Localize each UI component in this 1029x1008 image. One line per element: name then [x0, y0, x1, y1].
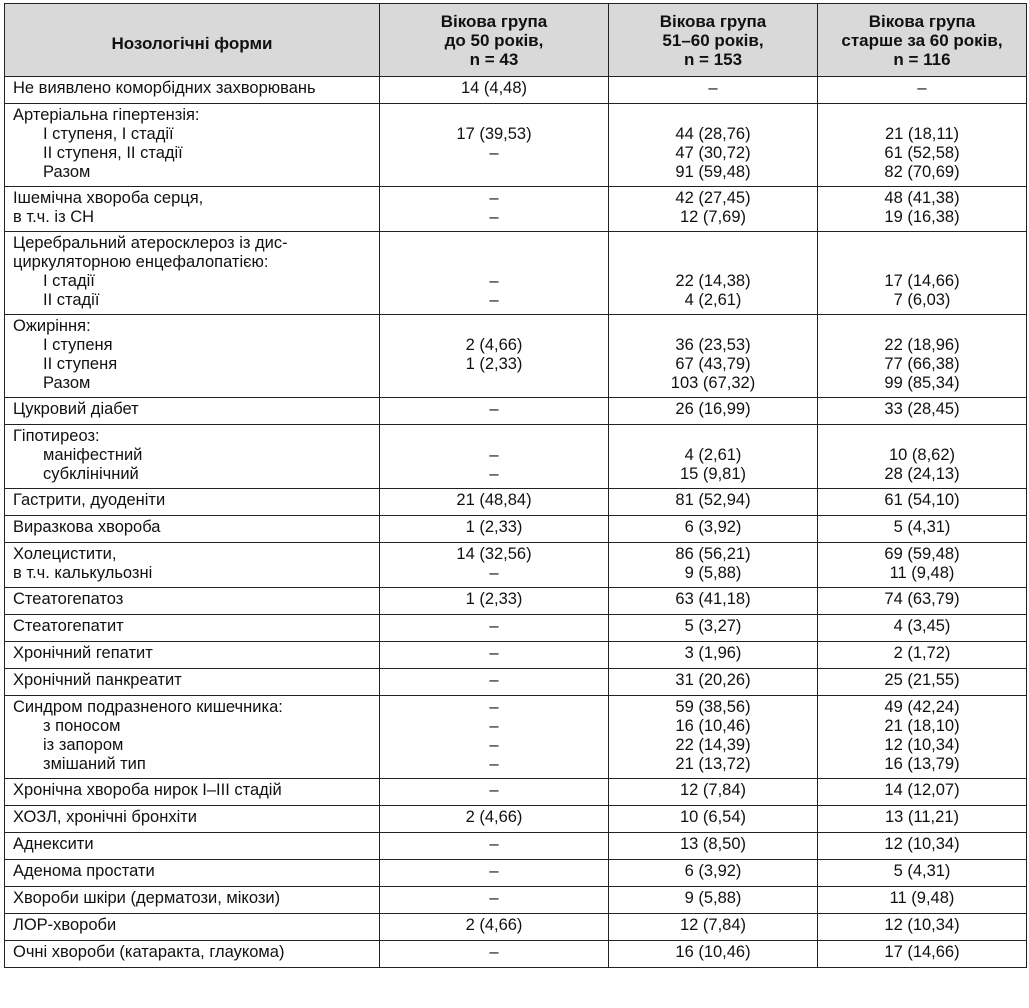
value-line [380, 253, 608, 272]
value-line: 86 (56,21) [675, 545, 751, 563]
value-line [818, 234, 1026, 253]
value-line: 63 (41,18) [675, 590, 751, 608]
value-line: 81 (52,94) [675, 491, 751, 509]
cell-nosology [5, 315, 380, 398]
header-age-group-1 [380, 4, 609, 77]
nosology-line: Хронічний гепатит [13, 644, 153, 662]
cell-age-group-2 [609, 615, 818, 642]
cell-age-group-2 [609, 489, 818, 516]
header-line: 51–60 років, [662, 30, 764, 50]
nosology-line: Ішемічна хвороба серця, [13, 189, 204, 207]
table-header [5, 4, 1027, 77]
cell-age-group-1 [380, 588, 609, 615]
cell-nosology [5, 887, 380, 914]
cell-nosology [5, 489, 380, 516]
cell-age-group-3 [818, 489, 1027, 516]
cell-nosology [5, 696, 380, 779]
value-line: – [489, 835, 499, 853]
cell-age-group-3 [818, 887, 1027, 914]
table-row [5, 489, 1027, 516]
header-line: n = 43 [469, 49, 519, 69]
table-row [5, 860, 1027, 887]
cell-nosology [5, 398, 380, 425]
cell-age-group-3 [818, 543, 1027, 588]
value-line: – [917, 79, 927, 97]
nosology-line: Хронічний панкреатит [13, 671, 182, 689]
value-line: 16 (10,46) [675, 717, 751, 735]
cell-age-group-3 [818, 833, 1027, 860]
cell-age-group-1 [380, 77, 609, 104]
cell-age-group-2 [609, 77, 818, 104]
nosology-line: субклінічний [43, 465, 139, 483]
value-line: 17 (14,66) [884, 943, 960, 961]
value-line: 77 (66,38) [884, 355, 960, 373]
table-row [5, 104, 1027, 187]
value-line: 2 (4,66) [465, 808, 523, 826]
cell-age-group-2 [609, 833, 818, 860]
cell-age-group-3 [818, 696, 1027, 779]
nosology-line: II ступеня [43, 355, 118, 373]
value-line: 59 (38,56) [675, 698, 751, 716]
value-line: 12 (7,69) [679, 208, 747, 226]
cell-age-group-1 [380, 398, 609, 425]
value-line: 4 (2,61) [684, 291, 742, 309]
table-row [5, 398, 1027, 425]
table-row [5, 187, 1027, 232]
cell-nosology [5, 232, 380, 315]
cell-age-group-2 [609, 588, 818, 615]
cell-age-group-2 [609, 860, 818, 887]
table-row [5, 806, 1027, 833]
value-line: 22 (18,96) [884, 336, 960, 354]
nosology-line: циркуляторною енцефалопатією: [13, 253, 269, 271]
nosology-line: Разом [43, 374, 91, 392]
value-line [380, 317, 608, 336]
value-line: 1 (2,33) [465, 518, 523, 536]
header-line: старше за 60 років, [841, 30, 1003, 50]
nosology-line: Артеріальна гіпертензія: [13, 106, 200, 124]
cell-age-group-1 [380, 425, 609, 489]
value-line: 9 (5,88) [684, 564, 742, 582]
value-line: – [489, 698, 499, 716]
nosology-line: Стеатогепатит [13, 617, 124, 635]
cell-nosology [5, 806, 380, 833]
value-line: 12 (7,84) [679, 781, 747, 799]
value-line: 7 (6,03) [893, 291, 951, 309]
cell-age-group-3 [818, 77, 1027, 104]
cell-age-group-1 [380, 187, 609, 232]
value-line [380, 234, 608, 253]
value-line: – [489, 465, 499, 483]
cell-age-group-2 [609, 669, 818, 696]
cell-age-group-1 [380, 669, 609, 696]
value-line: 11 (9,48) [889, 564, 955, 582]
header-row [5, 4, 1027, 77]
table-row [5, 887, 1027, 914]
value-line [609, 317, 817, 336]
cell-age-group-3 [818, 642, 1027, 669]
table-row [5, 615, 1027, 642]
value-line: 25 (21,55) [884, 671, 960, 689]
value-line: 4 (2,61) [684, 446, 742, 464]
cell-age-group-2 [609, 543, 818, 588]
cell-age-group-1 [380, 516, 609, 543]
cell-age-group-2 [609, 887, 818, 914]
cell-age-group-3 [818, 941, 1027, 968]
cell-nosology [5, 669, 380, 696]
table-row [5, 642, 1027, 669]
nosology-line: Не виявлено коморбідних захворювань [13, 79, 316, 97]
header-line: Вікова група [440, 11, 548, 31]
cell-age-group-3 [818, 232, 1027, 315]
cell-age-group-3 [818, 104, 1027, 187]
cell-age-group-2 [609, 425, 818, 489]
value-line: 28 (24,13) [884, 465, 960, 483]
cell-nosology [5, 543, 380, 588]
value-line: 5 (3,27) [684, 617, 742, 635]
cell-age-group-3 [818, 187, 1027, 232]
nosology-line: Очні хвороби (катаракта, глаукома) [13, 943, 285, 961]
cell-age-group-1 [380, 887, 609, 914]
value-line: 22 (14,38) [675, 272, 751, 290]
value-line: 49 (42,24) [884, 698, 960, 716]
nosology-line: I ступеня, I стадії [43, 125, 174, 143]
value-line: 11 (9,48) [889, 889, 955, 907]
nosology-line: з поносом [43, 717, 121, 735]
cell-nosology [5, 833, 380, 860]
value-line: 22 (14,39) [675, 736, 751, 754]
value-line: 12 (10,34) [884, 736, 960, 754]
cell-age-group-2 [609, 187, 818, 232]
cell-nosology [5, 187, 380, 232]
value-line: 74 (63,79) [884, 590, 960, 608]
table-row [5, 516, 1027, 543]
value-line: 99 (85,34) [884, 374, 960, 392]
value-line: 42 (27,45) [675, 189, 751, 207]
cell-age-group-1 [380, 941, 609, 968]
value-line: 61 (52,58) [884, 144, 960, 162]
value-line: – [489, 144, 499, 162]
nosology-line: Хвороби шкіри (дерматози, мікози) [13, 889, 281, 907]
cell-age-group-3 [818, 516, 1027, 543]
nosology-line: Аденома простати [13, 862, 155, 880]
nosology-line: I ступеня [43, 336, 113, 354]
value-line: 69 (59,48) [884, 545, 960, 563]
value-line: 103 (67,32) [670, 374, 756, 392]
cell-age-group-1 [380, 642, 609, 669]
cell-age-group-1 [380, 860, 609, 887]
cell-nosology [5, 104, 380, 187]
value-line: 47 (30,72) [675, 144, 751, 162]
value-line [380, 427, 608, 446]
header-line: n = 116 [893, 49, 951, 69]
cell-age-group-2 [609, 104, 818, 187]
value-line [380, 374, 608, 393]
value-line: 33 (28,45) [884, 400, 960, 418]
value-line: – [489, 564, 499, 582]
cell-age-group-3 [818, 914, 1027, 941]
value-line: 2 (4,66) [465, 916, 523, 934]
value-line: 13 (11,21) [885, 808, 959, 826]
nosology-line: Стеатогепатоз [13, 590, 124, 608]
value-line [380, 163, 608, 182]
cell-age-group-3 [818, 860, 1027, 887]
table-row [5, 779, 1027, 806]
cell-nosology [5, 642, 380, 669]
cell-age-group-2 [609, 806, 818, 833]
value-line [818, 317, 1026, 336]
value-line: – [489, 208, 499, 226]
cell-nosology [5, 588, 380, 615]
value-line: 16 (13,79) [884, 755, 960, 773]
nosology-line: Синдром подразненого кишечника: [13, 698, 283, 716]
table-row [5, 696, 1027, 779]
header-age-group-2 [609, 4, 818, 77]
header-age-group-3 [818, 4, 1027, 77]
value-line: 2 (4,66) [465, 336, 523, 354]
value-line [818, 253, 1026, 272]
nosology-line: Разом [43, 163, 91, 181]
table-row [5, 588, 1027, 615]
cell-age-group-1 [380, 615, 609, 642]
cell-age-group-2 [609, 642, 818, 669]
nosology-line: II стадії [43, 291, 100, 309]
cell-age-group-2 [609, 516, 818, 543]
header-line: n = 153 [683, 49, 743, 69]
header-line: Вікова група [659, 11, 767, 31]
value-line: – [489, 717, 499, 735]
nosology-line: II ступеня, II стадії [43, 144, 183, 162]
nosology-line: змішаний тип [43, 755, 146, 773]
header-nosology: Нозологічні форми [5, 4, 380, 77]
table-row [5, 425, 1027, 489]
cell-nosology [5, 914, 380, 941]
cell-age-group-3 [818, 669, 1027, 696]
value-line [609, 106, 817, 125]
value-line: – [489, 736, 499, 754]
value-line: 44 (28,76) [675, 125, 751, 143]
value-line: 91 (59,48) [675, 163, 751, 181]
nosology-line: в т.ч. із СН [13, 208, 95, 226]
table-row [5, 941, 1027, 968]
value-line: 2 (1,72) [893, 644, 951, 662]
value-line: 14 (12,07) [884, 781, 960, 799]
value-line: – [489, 781, 499, 799]
cell-nosology [5, 77, 380, 104]
value-line [818, 427, 1026, 446]
value-line: – [489, 291, 499, 309]
cell-nosology [5, 425, 380, 489]
value-line: 9 (5,88) [684, 889, 742, 907]
comorbidity-table [4, 3, 1027, 968]
value-line: 67 (43,79) [675, 355, 751, 373]
cell-age-group-1 [380, 696, 609, 779]
value-line: 21 (13,72) [675, 755, 751, 773]
value-line: 1 (2,33) [465, 355, 523, 373]
value-line: 17 (14,66) [884, 272, 960, 290]
value-line: 4 (3,45) [893, 617, 951, 635]
value-line: 14 (32,56) [456, 545, 532, 563]
cell-age-group-2 [609, 696, 818, 779]
cell-age-group-3 [818, 588, 1027, 615]
table-row [5, 315, 1027, 398]
nosology-line: Цукровий діабет [13, 400, 139, 418]
value-line [609, 234, 817, 253]
nosology-line: маніфестний [43, 446, 143, 464]
value-line: 82 (70,69) [884, 163, 960, 181]
cell-age-group-1 [380, 315, 609, 398]
value-line: 61 (54,10) [884, 491, 960, 509]
value-line: – [489, 272, 499, 290]
cell-age-group-2 [609, 232, 818, 315]
value-line: 12 (7,84) [679, 916, 747, 934]
nosology-line: Хронічна хвороба нирок I–III стадій [13, 781, 282, 799]
value-line [818, 106, 1026, 125]
cell-nosology [5, 941, 380, 968]
value-line: 13 (8,50) [679, 835, 747, 853]
cell-nosology [5, 516, 380, 543]
value-line: 16 (10,46) [675, 943, 751, 961]
nosology-line: Церебральний атеросклероз із дис- [13, 234, 288, 252]
value-line: – [489, 644, 499, 662]
cell-age-group-3 [818, 425, 1027, 489]
table-row [5, 77, 1027, 104]
table-row [5, 833, 1027, 860]
header-line: до 50 років, [444, 30, 544, 50]
value-line: – [708, 79, 718, 97]
value-line: 48 (41,38) [884, 189, 960, 207]
cell-age-group-3 [818, 398, 1027, 425]
nosology-line: ЛОР-хвороби [13, 916, 117, 934]
nosology-line: Гастрити, дуоденіти [13, 491, 166, 509]
value-line: 19 (16,38) [884, 208, 960, 226]
value-line: 14 (4,48) [460, 79, 528, 97]
cell-age-group-3 [818, 315, 1027, 398]
cell-nosology [5, 779, 380, 806]
value-line: 5 (4,31) [893, 862, 951, 880]
value-line: 3 (1,96) [684, 644, 742, 662]
value-line: – [489, 889, 499, 907]
cell-age-group-3 [818, 779, 1027, 806]
nosology-line: в т.ч. калькульозні [13, 564, 153, 582]
table-row [5, 914, 1027, 941]
value-line: – [489, 862, 499, 880]
value-line: – [489, 755, 499, 773]
table-body [5, 77, 1027, 968]
value-line: 17 (39,53) [456, 125, 532, 143]
nosology-line: ХОЗЛ, хронічні бронхіти [13, 808, 198, 826]
value-line: 10 (6,54) [679, 808, 747, 826]
value-line: 36 (23,53) [675, 336, 751, 354]
value-line [609, 253, 817, 272]
value-line: 6 (3,92) [684, 862, 742, 880]
nosology-line: I стадії [43, 272, 95, 290]
value-line: – [489, 446, 499, 464]
value-line: – [489, 617, 499, 635]
table-row [5, 232, 1027, 315]
value-line: 26 (16,99) [675, 400, 751, 418]
value-line: 21 (48,84) [456, 491, 532, 509]
nosology-line: Ожиріння: [13, 317, 91, 335]
nosology-line: Виразкова хвороба [13, 518, 161, 536]
cell-age-group-1 [380, 232, 609, 315]
header-line: Вікова група [868, 11, 976, 31]
cell-nosology [5, 860, 380, 887]
cell-age-group-1 [380, 779, 609, 806]
value-line [609, 427, 817, 446]
cell-age-group-2 [609, 941, 818, 968]
value-line: – [489, 671, 499, 689]
value-line: 12 (10,34) [884, 835, 960, 853]
cell-age-group-1 [380, 806, 609, 833]
table-row [5, 669, 1027, 696]
cell-age-group-3 [818, 806, 1027, 833]
nosology-line: Гіпотиреоз: [13, 427, 100, 445]
value-line: – [489, 189, 499, 207]
nosology-line: із запором [43, 736, 124, 754]
cell-age-group-1 [380, 543, 609, 588]
nosology-line: Аднексити [13, 835, 94, 853]
cell-age-group-2 [609, 779, 818, 806]
table-row [5, 543, 1027, 588]
value-line: 10 (8,62) [888, 446, 956, 464]
value-line: 6 (3,92) [684, 518, 742, 536]
value-line: – [489, 943, 499, 961]
value-line: 12 (10,34) [884, 916, 960, 934]
cell-nosology [5, 615, 380, 642]
value-line: 1 (2,33) [465, 590, 523, 608]
cell-age-group-1 [380, 914, 609, 941]
value-line: 5 (4,31) [893, 518, 951, 536]
cell-age-group-2 [609, 315, 818, 398]
cell-age-group-2 [609, 398, 818, 425]
cell-age-group-1 [380, 104, 609, 187]
cell-age-group-3 [818, 615, 1027, 642]
value-line [380, 106, 608, 125]
value-line: 21 (18,10) [884, 717, 960, 735]
value-line: – [489, 400, 499, 418]
value-line: 31 (20,26) [675, 671, 751, 689]
cell-age-group-1 [380, 489, 609, 516]
value-line: 21 (18,11) [885, 125, 959, 143]
cell-age-group-2 [609, 914, 818, 941]
nosology-line: Холецистити, [13, 545, 117, 563]
cell-age-group-1 [380, 833, 609, 860]
value-line: 15 (9,81) [679, 465, 747, 483]
